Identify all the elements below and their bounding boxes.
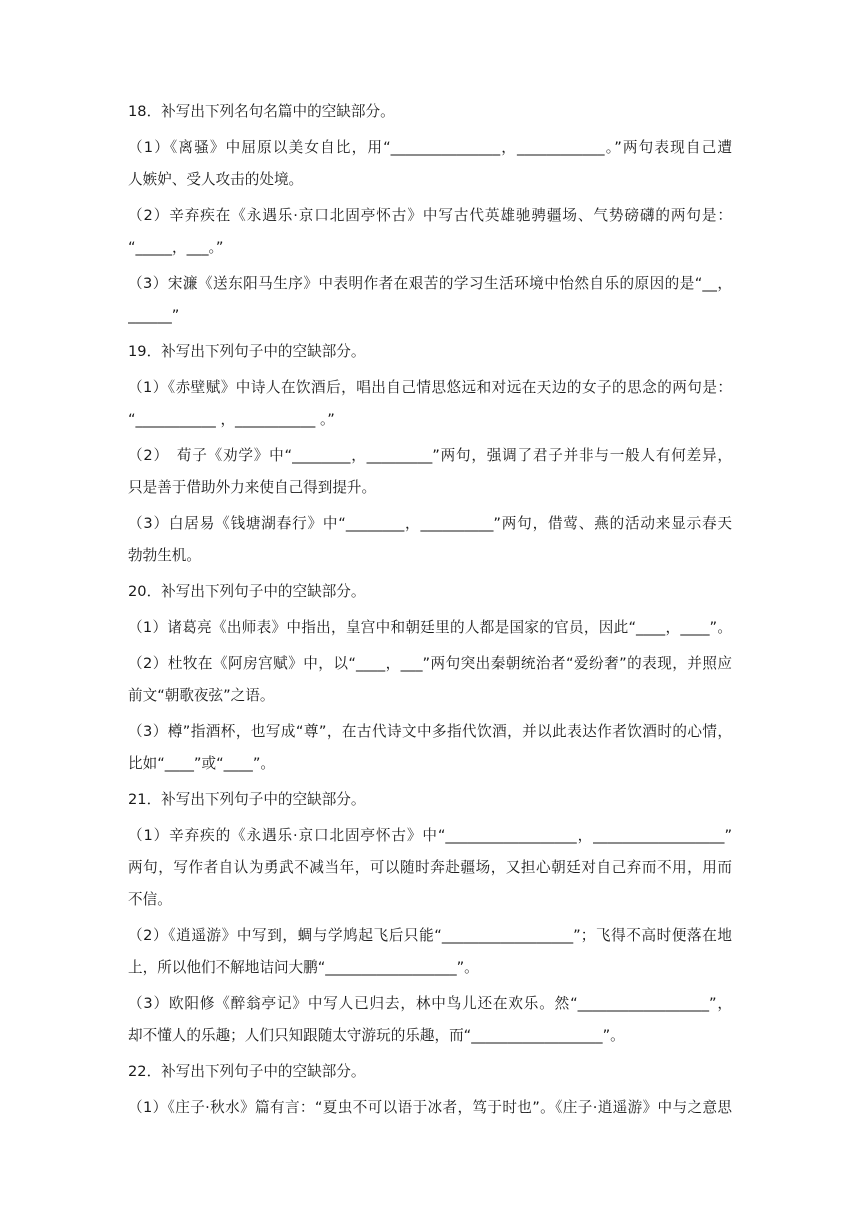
text-line: “___________ ，___________ 。” [128, 411, 335, 428]
text-line: （2）杜牧在《阿房宫赋》中，以“____，___”两句突出秦朝统治者“爱纷奢”的表现，并照应 [128, 655, 732, 672]
text-line: （3）欧阳修《醉翁亭记》中写人已归去，林中鸟儿还在欢乐。然“__________________”， [128, 995, 732, 1012]
text-line: 19．补写出下列句子中的空缺部分。 [128, 343, 366, 360]
text-line: 比如“____”或“____”。 [128, 755, 275, 772]
text-line: （2） 荀子《劝学》中“________，_________”两句，强调了君子并非与一般人有何差异， [128, 447, 732, 464]
text-line: 22．补写出下列句子中的空缺部分。 [128, 1063, 366, 1080]
text-line: 勃勃生机。 [128, 547, 201, 564]
text-line: （1）诸葛亮《出师表》中指出，皇宫中和朝廷里的人都是国家的官员，因此“____，____”。 [128, 619, 732, 636]
text-line: （3）白居易《钱塘湖春行》中“________，__________”两句，借莺、燕的活动来显示春天 [128, 515, 732, 532]
text-line: 人嫉妒、受人攻击的处境。 [128, 171, 304, 188]
text-line: 不信。 [128, 891, 172, 908]
text-line: 18．补写出下列名句名篇中的空缺部分。 [128, 103, 395, 120]
text-line: （1）辛弃疾的《永遇乐·京口北固亭怀古》中“__________________，__________________” [128, 827, 732, 844]
text-line: “_____，___。” [128, 239, 224, 256]
text-line: （1）《庄子·秋水》篇有言：“夏虫不可以语于冰者，笃于时也”。《庄子·逍遥游》中与之意思 [128, 1099, 732, 1116]
text-line: （1）《离骚》中屈原以美女自比，用“_______________，____________。”两句表现自己遭 [128, 139, 732, 156]
text-line: （2）辛弃疾在《永遇乐·京口北固亭怀古》中写古代英雄驰骋疆场、气势磅礴的两句是： [128, 207, 732, 224]
text-line: 却不懂人的乐趣；人们只知跟随太守游玩的乐趣，而“__________________”。 [128, 1027, 625, 1044]
text-line: 两句，写作者自认为勇武不减当年，可以随时奔赴疆场，又担心朝廷对自己弃而不用，用而 [128, 859, 732, 876]
text-line: ______” [128, 307, 180, 324]
text-line: （3）樽”指酒杯，也写成“尊”，在古代诗文中多指代饮酒，并以此表达作者饮酒时的心情， [128, 723, 732, 740]
text-line: 20．补写出下列句子中的空缺部分。 [128, 583, 366, 600]
text-line: 21．补写出下列句子中的空缺部分。 [128, 791, 366, 808]
text-line: （1）《赤壁赋》中诗人在饮酒后，唱出自己情思悠远和对远在天边的女子的思念的两句是： [128, 379, 732, 396]
text-line: 只是善于借助外力来使自己得到提升。 [128, 479, 377, 496]
text-line: （3）宋濂《送东阳马生序》中表明作者在艰苦的学习生活环境中怡然自乐的原因的是“__， [128, 275, 732, 292]
text-line: （2）《逍遥游》中写到，蜩与学鸠起飞后只能“__________________”；飞得不高时便落在地 [128, 927, 732, 944]
text-line: 上，所以他们不解地诘问大鹏“__________________”。 [128, 959, 479, 976]
text-line: 前文“朝歌夜弦”之语。 [128, 687, 275, 704]
